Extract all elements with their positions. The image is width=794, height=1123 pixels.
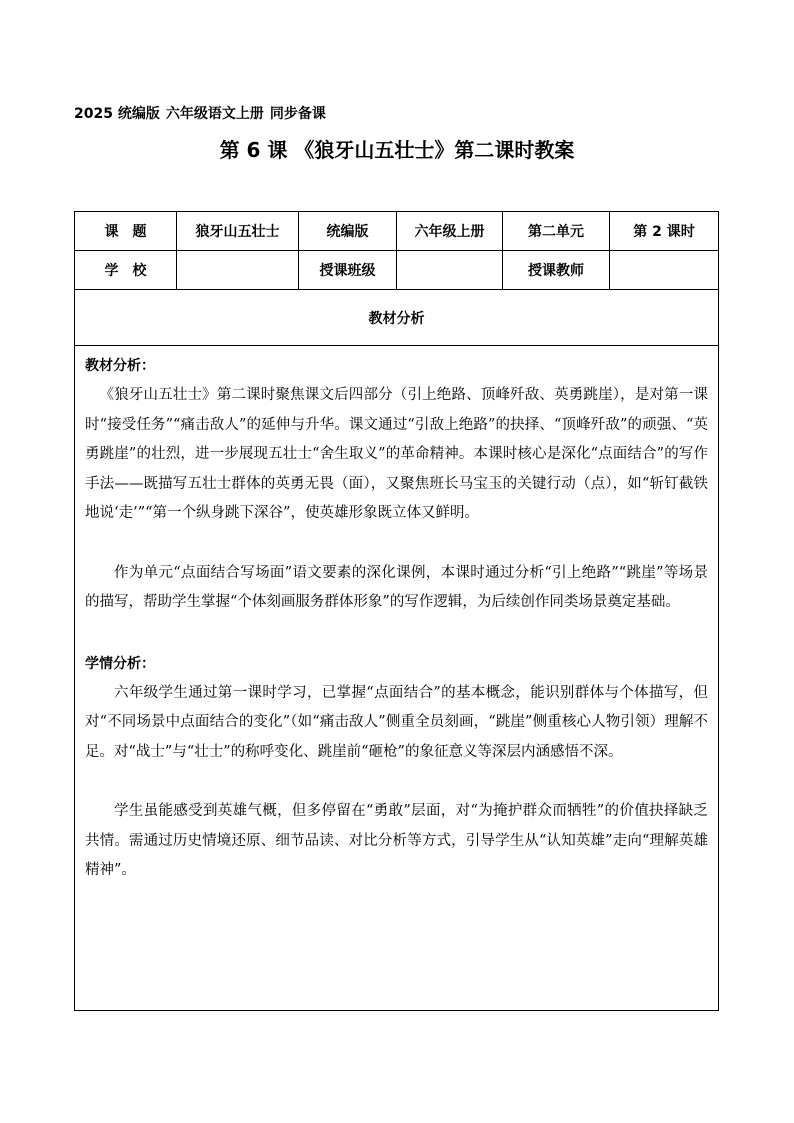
label-topic: 课 题 bbox=[75, 212, 177, 251]
student-paragraph: 学生虽能感受到英雄气概，但多停留在“勇敢”层面，对“为掩护群众而牺牲”的价值抉择缺乏共情。需通过历史情境还原、细节品读、对比分析等方式，引导学生从“认知英雄”走向“理解英雄精神”。 bbox=[85, 803, 708, 878]
label-class: 授课班级 bbox=[299, 251, 397, 290]
content-row bbox=[75, 346, 719, 1011]
section-heading-row bbox=[75, 290, 719, 346]
info-row-1 bbox=[75, 212, 719, 251]
textbook-paragraph: 《狼牙山五壮士》第二课时聚焦课文后四部分（引上绝路、顶峰歼敌、英勇跳崖），是对第一课时“接受任务”“痛击敌人”的延伸与升华。课文通过“引敌上绝路”的抉择、“顶峰歼敌”的顽强、“英勇跳崖”的壮烈，进一步展现五壮士“舍生取义”的革命精神。本课时核心是深化“点面结合”的写作手法——既描写五壮士群体的英勇无畏（面），又聚焦班长马宝玉的关键行动（点），如“斩钉截铁地说‘走’”“第一个纵身跳下深谷”，使英雄形象既立体又鲜明。 bbox=[85, 387, 708, 521]
series-header bbox=[74, 103, 332, 123]
label-school: 学 校 bbox=[75, 251, 177, 290]
value-class[interactable] bbox=[397, 251, 503, 290]
label-teacher: 授课教师 bbox=[503, 251, 610, 290]
value-period: 第 2 课时 bbox=[610, 212, 719, 251]
value-topic: 狼牙山五壮士 bbox=[177, 212, 299, 251]
document-title: 第 6 课 《狼牙山五壮士》第二课时教案 bbox=[219, 138, 575, 162]
value-unit: 第二单元 bbox=[503, 212, 610, 251]
series-grade: 六年级语文上册 bbox=[165, 106, 264, 122]
student-analysis-label: 学情分析： bbox=[85, 655, 155, 672]
value-edition: 统编版 bbox=[299, 212, 397, 251]
series-edition: 2025 统编版 bbox=[74, 106, 160, 122]
value-school[interactable] bbox=[177, 251, 299, 290]
value-grade: 六年级上册 bbox=[397, 212, 503, 251]
textbook-analysis-label: 教材分析： bbox=[85, 358, 155, 374]
section-heading: 教材分析 bbox=[75, 290, 719, 346]
lesson-plan-table bbox=[74, 211, 719, 1011]
student-paragraph: 六年级学生通过第一课时学习，已掌握“点面结合”的基本概念，能识别群体与个体描写，但对“不同场景中点面结合的变化”（如“痛击敌人”侧重全员刻画，“跳崖”侧重核心人物引领）理解不足。对“战士”与“壮士”的称呼变化、跳崖前“砸枪”的象征意义等深层内涵感悟不深。 bbox=[85, 684, 708, 760]
series-type: 同步备课 bbox=[269, 106, 326, 122]
textbook-paragraph: 作为单元“点面结合写场面”语文要素的深化课例，本课时通过分析“引上绝路”“跳崖”等场景的描写，帮助学生掌握“个体刻画服务群体形象”的写作逻辑，为后续创作同类场景奠定基础。 bbox=[85, 564, 708, 610]
value-teacher[interactable] bbox=[610, 251, 719, 290]
content-cell bbox=[75, 346, 719, 1011]
info-row-2 bbox=[75, 251, 719, 290]
